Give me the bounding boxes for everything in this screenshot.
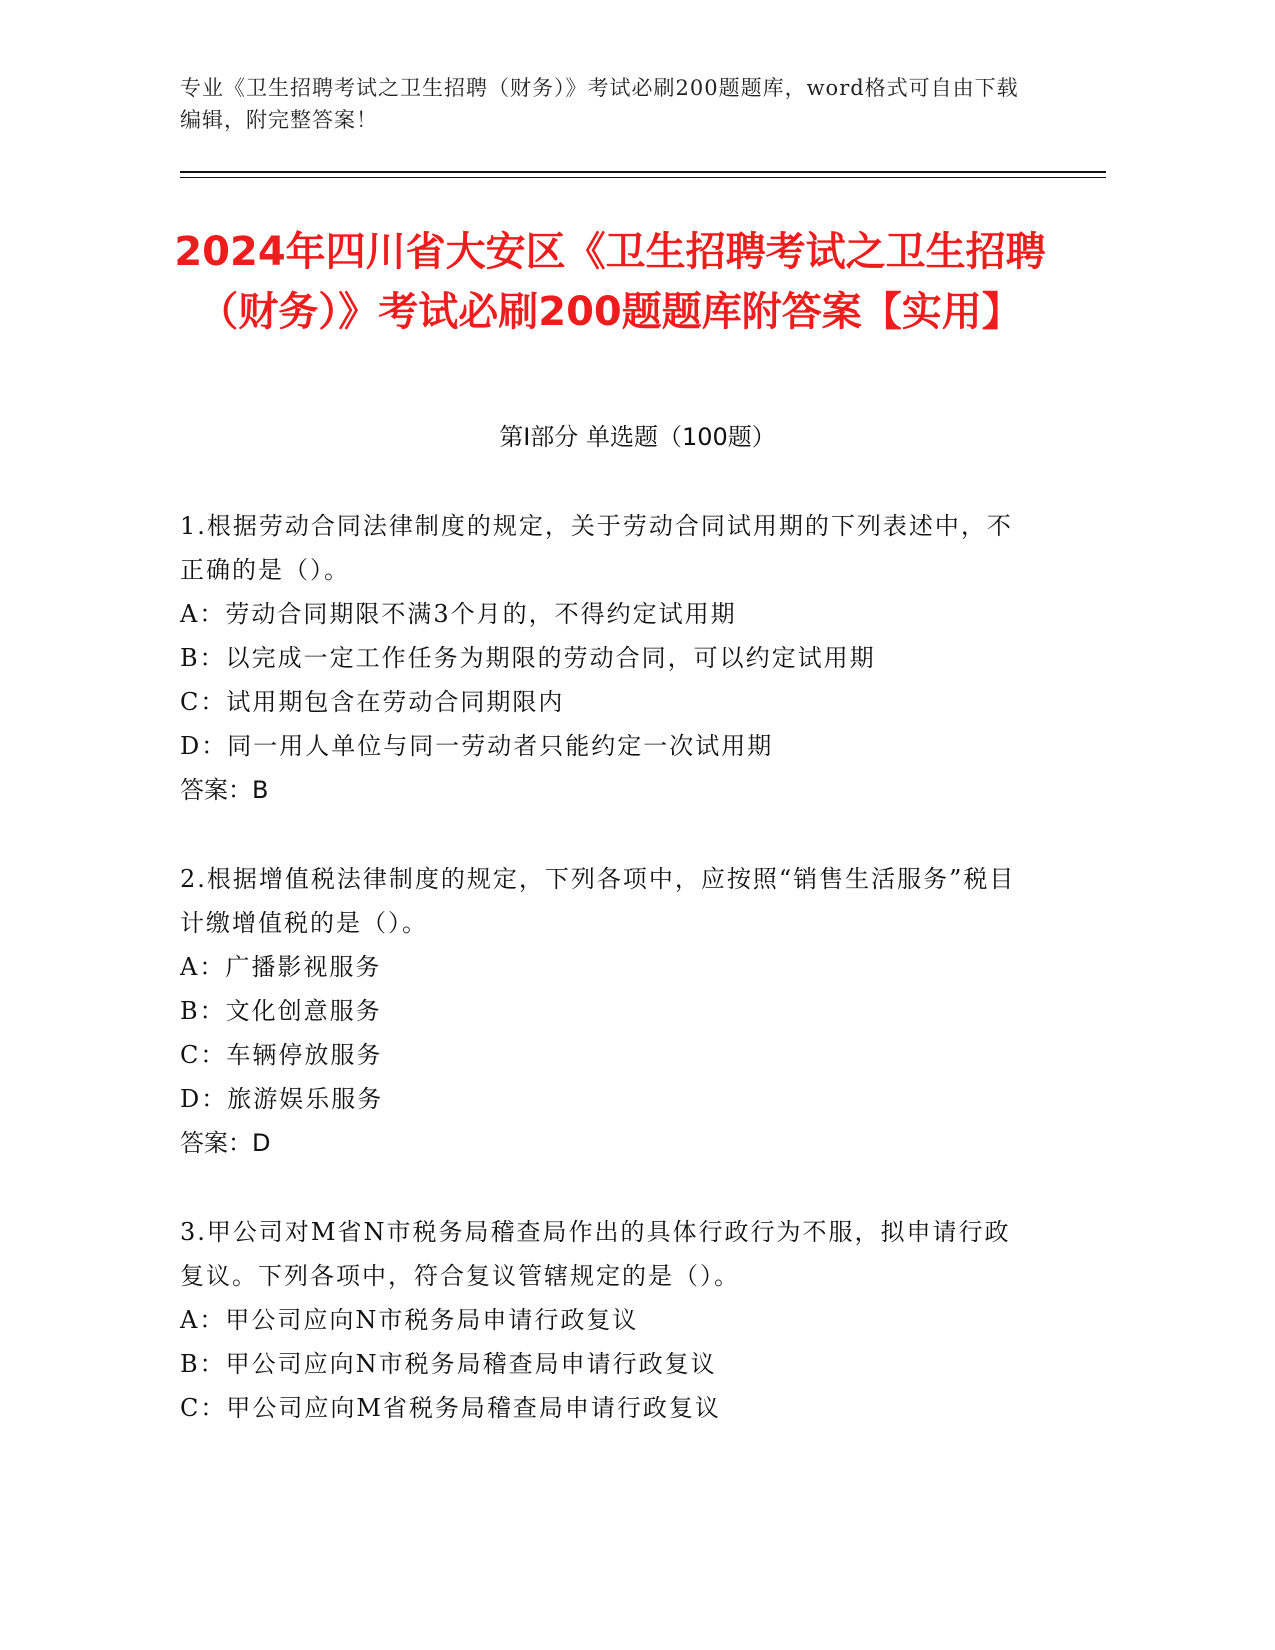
option-c: C：车辆停放服务 bbox=[180, 1041, 383, 1069]
option-d: D：同一用人单位与同一劳动者只能约定一次试用期 bbox=[180, 732, 774, 760]
question-list bbox=[180, 504, 1030, 1475]
question-stem: 2.根据增值税法律制度的规定，下列各项中，应按照“销售生活服务”税目计缴增值税的是（）。 bbox=[180, 865, 1016, 937]
option-a: A：广播影视服务 bbox=[180, 953, 382, 981]
option-c: C：试用期包含在劳动合同期限内 bbox=[180, 688, 565, 716]
option-b: B：文化创意服务 bbox=[180, 997, 382, 1025]
question-stem: 1.根据劳动合同法律制度的规定，关于劳动合同试用期的下列表述中，不正确的是（）。 bbox=[180, 512, 1013, 584]
section-title: 第I部分 单选题（100题） bbox=[499, 423, 776, 451]
answer: 答案：D bbox=[180, 1129, 271, 1157]
header-divider-thick bbox=[180, 171, 1106, 173]
option-d: D：旅游娱乐服务 bbox=[180, 1085, 384, 1113]
document-title: 2024年四川省大安区《卫生招聘考试之卫生招聘（财务）》考试必刷200题题库附答案【实用】 bbox=[174, 229, 1046, 335]
option-b: B：甲公司应向N市税务局稽查局申请行政复议 bbox=[180, 1350, 717, 1378]
option-b: B：以完成一定工作任务为期限的劳动合同，可以约定试用期 bbox=[180, 644, 876, 672]
question-1 bbox=[180, 504, 1030, 812]
header-divider-thin bbox=[180, 177, 1106, 178]
option-c: C：甲公司应向M省税务局稽查局申请行政复议 bbox=[180, 1394, 721, 1422]
header-note: 专业《卫生招聘考试之卫生招聘（财务）》考试必刷200题题库，word格式可自由下载编辑，附完整答案！ bbox=[180, 76, 1019, 132]
option-a: A：甲公司应向N市税务局申请行政复议 bbox=[180, 1306, 639, 1334]
option-a: A：劳动合同期限不满3个月的，不得约定试用期 bbox=[180, 600, 737, 628]
question-3 bbox=[180, 1210, 1030, 1430]
question-stem: 3.甲公司对M省N市税务局稽查局作出的具体行政行为不服，拟申请行政复议。下列各项中，符合复议管辖规定的是（）。 bbox=[180, 1218, 1011, 1290]
answer: 答案：B bbox=[180, 776, 269, 804]
question-2 bbox=[180, 857, 1030, 1165]
